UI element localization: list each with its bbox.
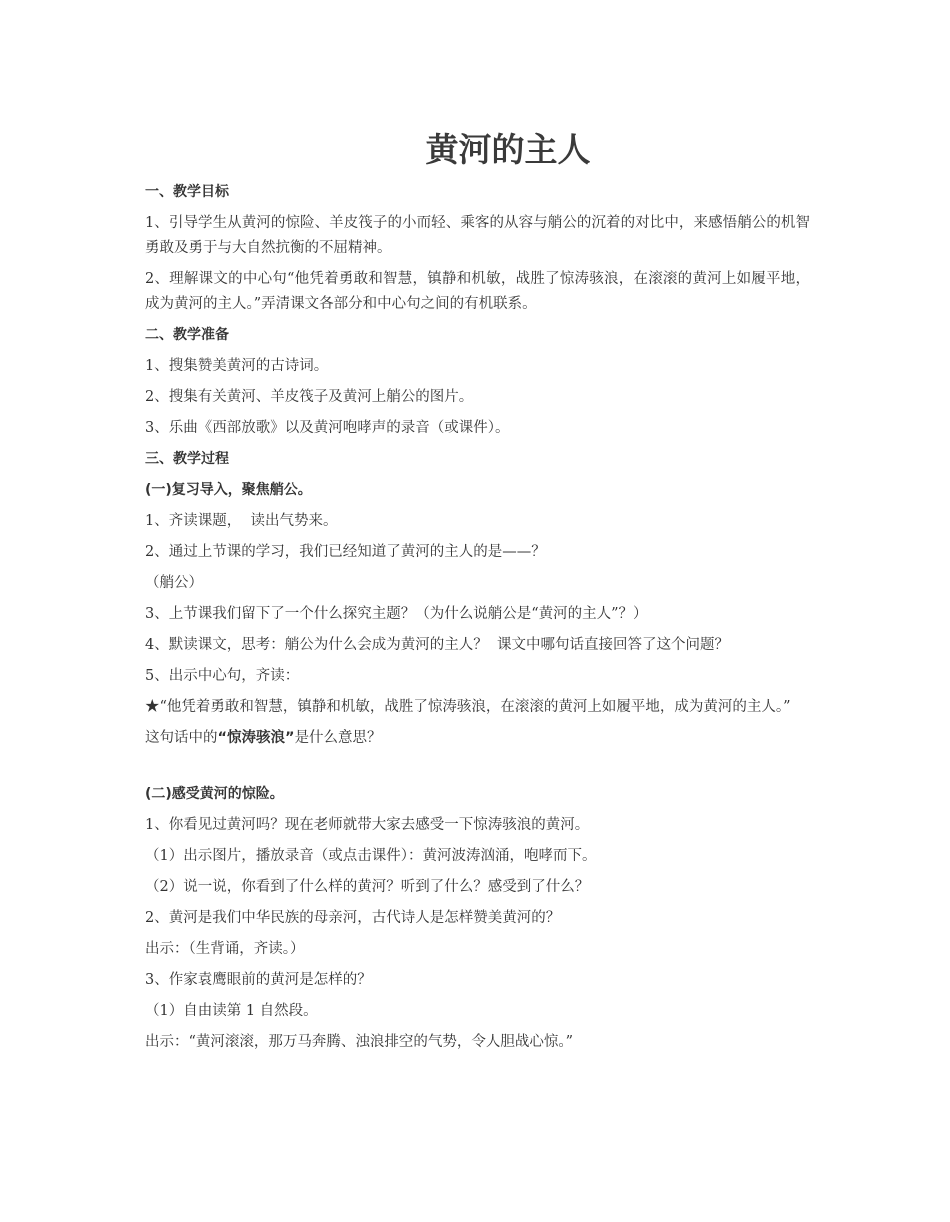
paragraph: 2、通过上节课的学习，我们已经知道了黄河的主人的是——？ [145, 544, 546, 560]
paragraph: 2、黄河是我们中华民族的母亲河，古代诗人是怎样赞美黄河的？ [145, 910, 561, 926]
paragraph: 出示：（生背诵，齐读。） [145, 941, 305, 957]
section-heading-preparation: 二、教学准备 [145, 327, 229, 343]
paragraph [145, 726, 810, 751]
document-body [145, 180, 810, 1061]
paragraph: 3、上节课我们留下了一个什么探究主题？（为什么说艄公是“黄河的主人”？） [145, 606, 648, 622]
emphasis-text: “惊涛骇浪” [217, 730, 295, 746]
text-span: 这句话中的 [145, 730, 218, 746]
paragraph: （1）自由读第 1 自然段。 [145, 1003, 318, 1019]
paragraph: 1、齐读课题， 读出气势来。 [145, 513, 338, 529]
paragraph: 2、搜集有关黄河、羊皮筏子及黄河上艄公的图片。 [145, 389, 474, 405]
paragraph: （2）说一说，你看到了什么样的黄河？听到了什么？感受到了什么？ [145, 879, 590, 895]
paragraph: 1、你看见过黄河吗？现在老师就带大家去感受一下惊涛骇浪的黄河。 [145, 817, 590, 833]
section-heading-process: 三、教学过程 [145, 451, 229, 467]
paragraph: 2、理解课文的中心句“他凭着勇敢和智慧，镇静和机敏，战胜了惊涛骇浪，在滚滚的黄河上如履平地，成为黄河的主人。”弄清课文各部分和中心句之间的有机联系。 [145, 271, 810, 312]
paragraph: 3、乐曲《西部放歌》以及黄河咆哮声的录音（或课件）。 [145, 420, 510, 436]
paragraph: 3、作家袁鹰眼前的黄河是怎样的？ [145, 972, 372, 988]
paragraph: 5、出示中心句，齐读： [145, 668, 300, 684]
paragraph: 1、搜集赞美黄河的古诗词。 [145, 358, 329, 374]
spacer [145, 757, 810, 782]
paragraph: 1、引导学生从黄河的惊险、羊皮筏子的小而轻、乘客的从容与艄公的沉着的对比中，来感悟艄公的机智勇敢及勇于与大自然抗衡的不屈精神。 [145, 215, 810, 256]
paragraph: （艄公） [145, 575, 203, 591]
subsection-heading: (二)感受黄河的惊险。 [145, 786, 284, 802]
document-title: 黄河的主人 [425, 130, 591, 169]
text-span: 是什么意思？ [294, 730, 382, 746]
subsection-heading: (一)复习导入，聚焦艄公。 [145, 482, 312, 498]
paragraph: （1）出示图片，播放录音（或点击课件）：黄河波涛汹涌，咆哮而下。 [145, 848, 597, 864]
central-sentence: ★“他凭着勇敢和智慧，镇静和机敏，战胜了惊涛骇浪，在滚滚的黄河上如履平地，成为黄河的主人。” [145, 699, 791, 715]
paragraph: 4、默读课文，思考：艄公为什么会成为黄河的主人？ 课文中哪句话直接回答了这个问题？ [145, 637, 729, 653]
section-heading-objectives: 一、教学目标 [145, 184, 229, 200]
paragraph: 出示：“黄河滚滚，那万马奔腾、浊浪排空的气势，令人胆战心惊。” [145, 1034, 574, 1050]
